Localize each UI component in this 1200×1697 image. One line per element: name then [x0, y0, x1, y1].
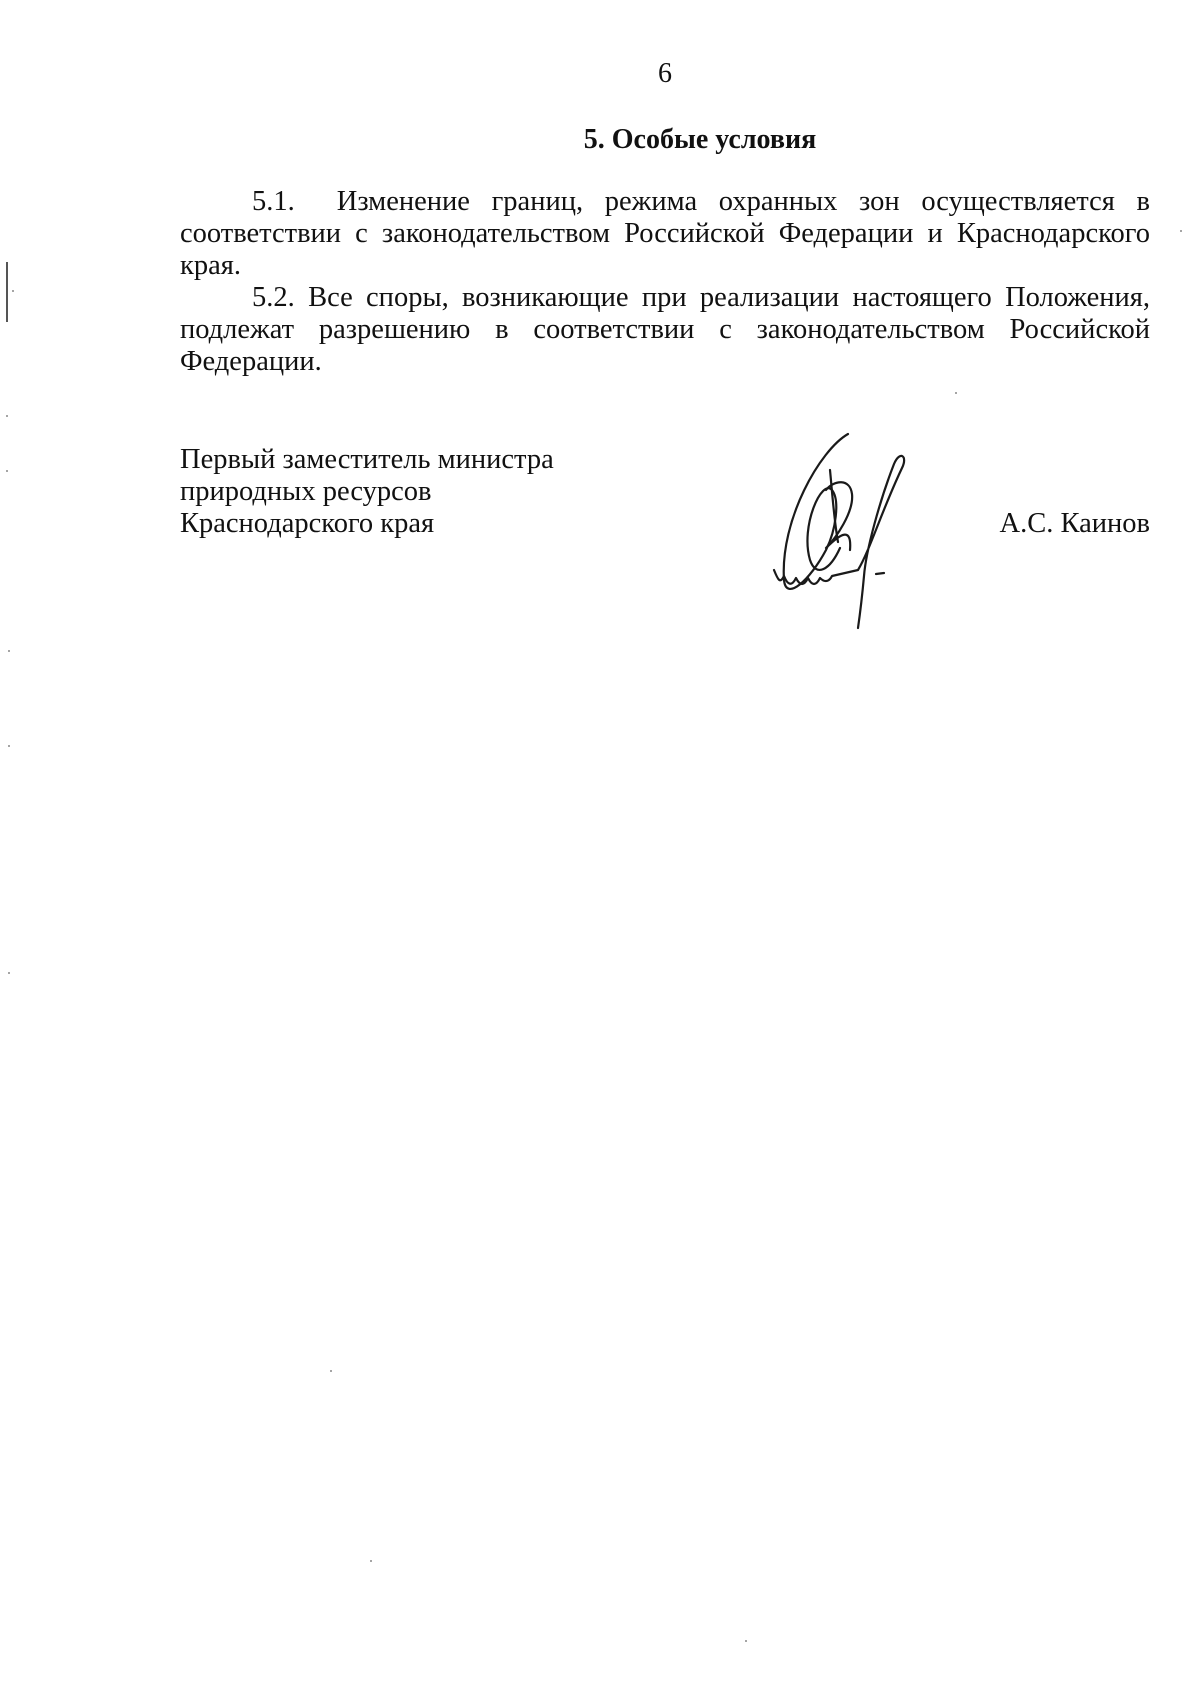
scan-speck — [370, 1560, 372, 1562]
scan-speck — [6, 415, 8, 417]
position-line: природных ресурсов — [180, 476, 432, 507]
signatory-position — [180, 444, 554, 540]
scan-speck — [6, 470, 8, 472]
page-number: 6 — [658, 58, 672, 89]
paragraph-5-1 — [180, 186, 1150, 282]
scan-speck — [955, 392, 957, 394]
position-line: Первый заместитель министра — [180, 444, 554, 475]
paragraph-5-2: 5.2. Все споры, возникающие при реализации настоящего Положения, подлежат разрешению в соответствии с законодательством Российской Федерации. — [180, 282, 1150, 377]
scan-speck — [12, 290, 14, 292]
scan-speck — [8, 972, 10, 974]
paragraph-number: 5.1. — [252, 186, 295, 217]
signer-name: А.С. Каинов — [999, 508, 1150, 539]
scan-speck — [330, 1370, 332, 1372]
handwritten-signature — [770, 430, 940, 630]
scan-speck — [8, 745, 10, 747]
scan-edge-mark — [6, 262, 8, 322]
position-line: Краснодарского края — [180, 508, 435, 539]
section-title: 5. Особые условия — [583, 124, 817, 155]
section-body — [180, 186, 1150, 378]
scan-speck — [745, 1640, 747, 1642]
scan-speck — [1180, 230, 1182, 232]
scan-speck — [8, 650, 10, 652]
paragraph-text: Изменение границ, режима охранных зон осуществляется в соответствии с законодательством Российской Федерации и Краснодарского края. — [180, 186, 1150, 281]
